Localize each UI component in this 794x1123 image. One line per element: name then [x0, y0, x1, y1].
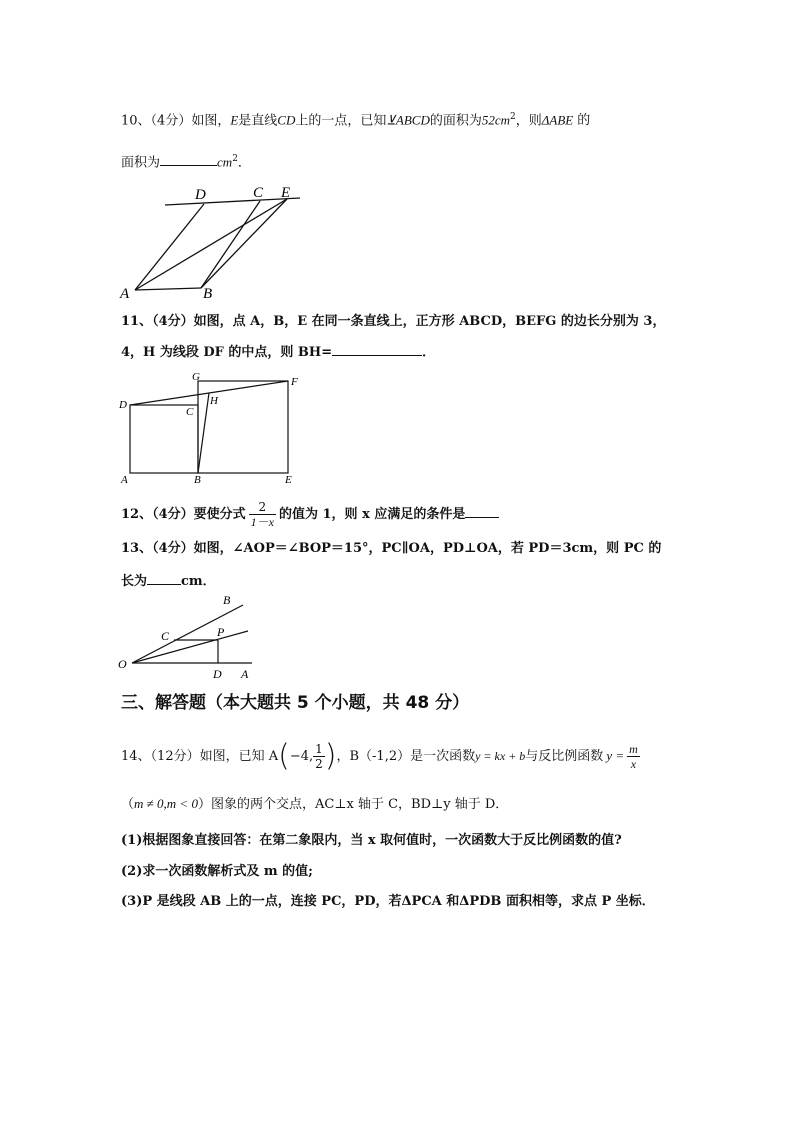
q13-ray-op — [132, 631, 248, 663]
q11-label-a: A — [121, 474, 128, 486]
q10-unit-sup: 2 — [232, 154, 238, 164]
q10-line2 — [121, 150, 251, 172]
q14-inverse-lhs: y = — [606, 748, 625, 763]
q11-label-b: B — [194, 474, 201, 486]
q10-label-d: D — [195, 187, 206, 203]
q13-ray-ob — [132, 605, 243, 663]
q14-inverse-fraction — [627, 742, 640, 771]
q11-label-f: F — [291, 376, 298, 388]
q14-text: ，B（-1,2）是一次函数 — [336, 749, 476, 764]
q10-text: 的面积为 — [429, 113, 482, 129]
q10-text: 上的一点，已知 — [295, 113, 387, 129]
q11-text: ． — [422, 345, 436, 360]
q14-paren-close: ) — [324, 738, 337, 774]
q14-inverse-denominator: x — [630, 757, 637, 771]
q10-triangle: ΔABE — [541, 112, 574, 128]
q11-answer-blank[interactable] — [332, 342, 422, 356]
q14-text: 14、（12分）如图，已知 A — [121, 749, 279, 764]
q12-denominator: 1－x — [250, 515, 274, 529]
q10-text: 的 — [577, 113, 591, 129]
q13-label-c: C — [161, 629, 170, 643]
q10-line1 — [121, 108, 590, 130]
q14-text: （ — [121, 797, 135, 812]
q13-label-p: P — [217, 625, 225, 639]
q14-part3: (3)P 是线段 AB 上的一点，连接 PC，PD，若ΔPCA 和ΔPDB 面积相等，求点 P 坐标． — [121, 894, 655, 909]
q10-text: ，则 — [515, 113, 542, 129]
q10-point-e: E — [230, 112, 239, 128]
q14-text: ）图象的两个交点，AC⊥x 轴于 C，BD⊥y 轴于 D． — [197, 797, 509, 812]
q13-text: 长为 — [121, 574, 148, 589]
q12-answer-blank[interactable] — [465, 504, 499, 518]
q13-label-d: D — [213, 667, 222, 681]
q10-seg-ab — [135, 288, 201, 290]
q10-unit: cm — [217, 154, 233, 170]
q11-label-e: E — [285, 474, 292, 486]
q10-label-c: C — [253, 185, 264, 201]
q13-line1: 13、（4分）如图，∠AOP＝∠BOP＝15°，PC∥OA，PD⊥OA，若 PD＝3cm，则 PC 的 — [121, 541, 662, 556]
q10-area-value: 52cm — [481, 112, 511, 128]
q10-text: 10、（4分）如图， — [121, 113, 231, 129]
q11-label-g: G — [192, 371, 200, 383]
q10-label-b: B — [203, 286, 213, 302]
section-heading: 三、解答题（本大题共 5 个小题，共 48 分） — [121, 693, 470, 713]
q13-answer-blank[interactable] — [147, 571, 181, 585]
q14-line1 — [121, 736, 640, 777]
q11-line1: 11、（4分）如图，点 A，B，E 在同一条直线上，正方形 ABCD，BEFG 的边长分别为 3， — [121, 314, 666, 329]
q11-seg-bh — [198, 393, 209, 473]
q13-label-o: O — [118, 657, 127, 671]
q13-text: cm． — [181, 574, 216, 589]
q13-figure — [115, 592, 260, 682]
q14-part1: (1)根据图象直接回答：在第二象限内，当 x 取何值时，一次函数大于反比例函数的值? — [121, 833, 622, 848]
q14-line2 — [121, 795, 508, 814]
q10-text: 面积为 — [121, 155, 161, 171]
q10-label-e: E — [281, 185, 291, 201]
q10-seg-ad — [135, 204, 204, 290]
q10-label-a: A — [120, 286, 130, 302]
q10-text: 是直线 — [238, 113, 278, 129]
q11-label-d: D — [119, 399, 127, 411]
q12-numerator: 2 — [249, 500, 276, 515]
q11-text: 4，H 为线段 DF 的中点，则 BH= — [121, 345, 333, 360]
q10-text: ． — [237, 155, 251, 171]
q13-label-a: A — [241, 667, 249, 681]
q14-linear-function: y = kx + b — [475, 749, 526, 763]
q14-condition: m ≠ 0,m < 0 — [134, 796, 198, 811]
q13-line2 — [121, 571, 216, 591]
q13-label-b: B — [223, 593, 231, 607]
q11-label-h: H — [210, 395, 218, 407]
q14-inverse-numerator: m — [629, 742, 638, 756]
q14-part2: (2)求一次函数解析式及 m 的值; — [121, 864, 313, 879]
q12-fraction — [249, 500, 276, 529]
q10-answer-blank[interactable] — [160, 152, 217, 166]
q12-text: 的值为 1，则 x 应满足的条件是 — [278, 507, 466, 522]
q12-line — [121, 500, 499, 529]
q14-a-numerator: 1 — [315, 742, 323, 756]
q14-a-x: −4, — [289, 749, 314, 764]
q10-seg-ae — [135, 199, 287, 290]
q14-a-fraction — [313, 742, 325, 771]
q11-line2 — [121, 342, 435, 362]
q14-a-denominator: 2 — [315, 757, 323, 771]
q11-figure — [115, 368, 315, 488]
q10-line-cd: CD — [277, 112, 296, 128]
q10-parallelogram: ⊻ABCD — [386, 112, 430, 128]
q10-figure — [115, 180, 315, 305]
q12-text: 12、（4分）要使分式 — [121, 507, 246, 522]
q10-area-sup: 2 — [510, 112, 516, 122]
q14-text: 与反比例函数 — [525, 749, 604, 764]
q11-label-c: C — [186, 406, 194, 418]
q14-paren-open: ( — [278, 738, 290, 774]
